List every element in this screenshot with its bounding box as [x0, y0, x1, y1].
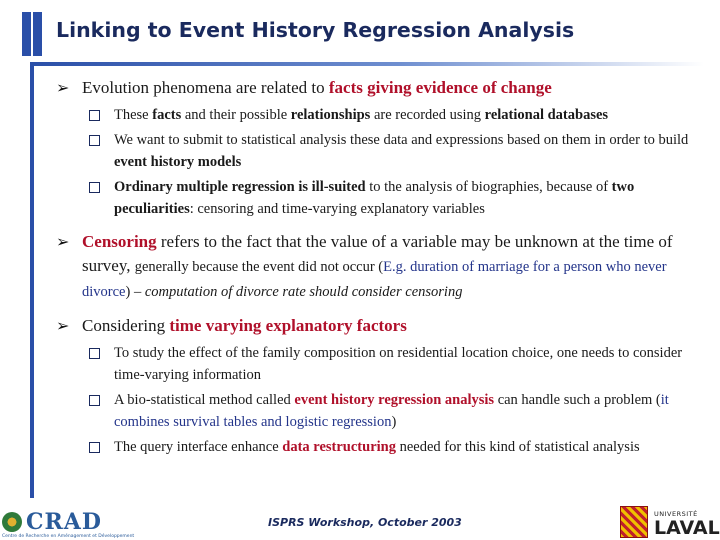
sub-bullet-facts: These facts and their possible relationships are recorded using relational databases — [44, 104, 704, 126]
sub-bullet-bio-statistical: A bio-statistical method called event history regression analysis can handle such a problem (it combines survival tables and logistic regression) — [44, 389, 704, 433]
laval-shield-icon — [620, 506, 648, 538]
arrow-bullet-icon: ➢ — [56, 316, 70, 335]
sub-bullet-family-composition: To study the effect of the family composition on residential location choice, one needs to consider time-varying information — [44, 342, 704, 386]
page-title: Linking to Event History Regression Analysis — [56, 18, 575, 42]
footer — [0, 504, 720, 540]
sub-bullet-query-interface: The query interface enhance data restructuring needed for this kind of statistical analysis — [44, 436, 704, 458]
sub-bullet-statistical-analysis: We want to submit to statistical analysis these data and expressions based on them in order to build event history models — [44, 129, 704, 173]
checkbox-bullet-icon — [89, 135, 100, 146]
sub-bullet-regression: Ordinary multiple regression is ill-suited to the analysis of biographies, because of two peculiarities: censoring and time-varying explanatory variables — [44, 176, 704, 220]
checkbox-bullet-icon — [89, 442, 100, 453]
footer-caption: ISPRS Workshop, October 2003 — [268, 516, 462, 529]
title-divider — [30, 62, 704, 66]
laval-logo: UNIVERSITÉ LAVAL — [620, 506, 716, 540]
checkbox-bullet-icon — [89, 110, 100, 121]
bullet-evolution: ➢ Evolution phenomena are related to facts giving evidence of change — [44, 76, 704, 100]
title-accent-bar — [22, 12, 42, 56]
checkbox-bullet-icon — [89, 395, 100, 406]
slide-body — [44, 76, 704, 461]
bullet-censoring: ➢ Censoring refers to the fact that the value of a variable may be unknown at the time of survey, generally because the event did not occur (E.g. duration of marriage for a person who never divorce) – computation of divorce rate should consider censoring — [56, 232, 673, 300]
crad-sun-icon — [2, 512, 22, 532]
crad-logo: CRAD Centre de Recherche en Aménagement et Développement — [2, 509, 135, 539]
bullet-time-varying: ➢ Considering time varying explanatory factors — [44, 314, 704, 338]
checkbox-bullet-icon — [89, 182, 100, 193]
arrow-bullet-icon: ➢ — [56, 78, 70, 97]
checkbox-bullet-icon — [89, 348, 100, 359]
arrow-bullet-icon: ➢ — [56, 232, 70, 251]
left-accent-rule — [30, 62, 34, 498]
